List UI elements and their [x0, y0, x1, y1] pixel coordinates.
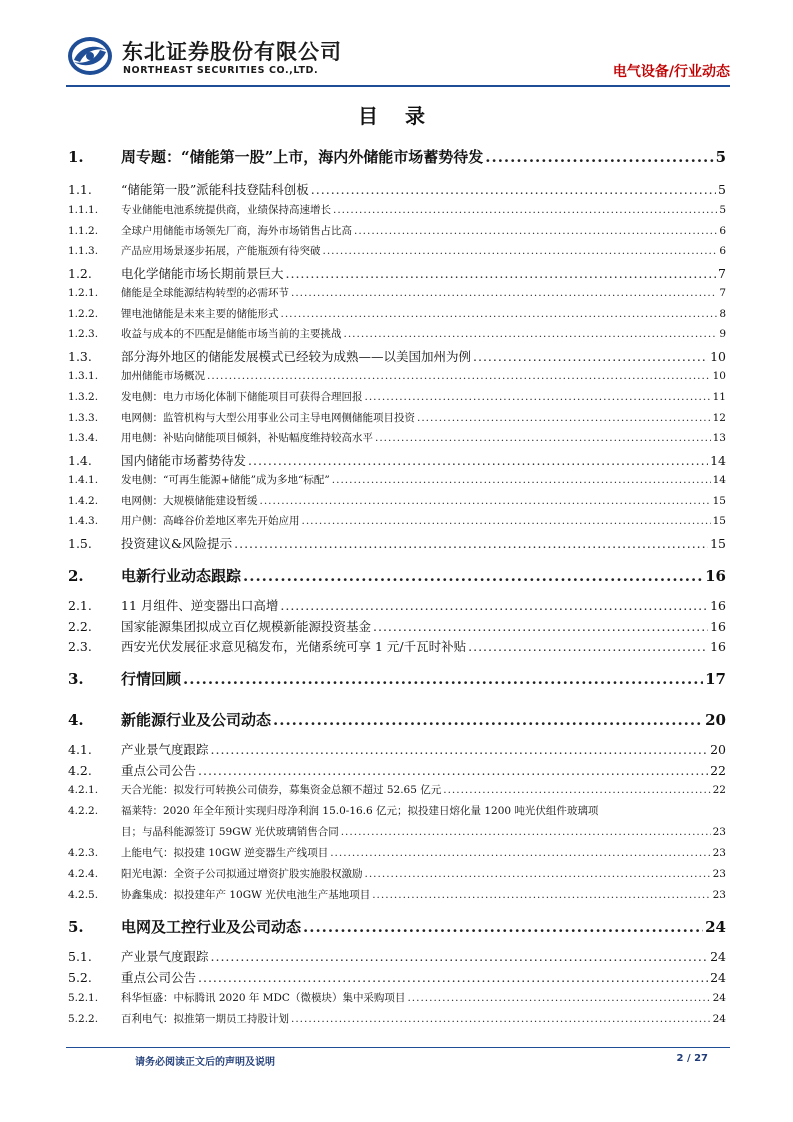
- toc-page: 6: [719, 225, 726, 237]
- toc-number: 3.: [68, 670, 84, 688]
- toc-text: 行情回顾: [121, 670, 182, 688]
- toc-number: 4.2.1.: [68, 784, 99, 796]
- toc-number: 2.: [68, 567, 84, 585]
- toc-entry[interactable]: [68, 740, 726, 758]
- company-name-cn: 东北证券股份有限公司: [122, 40, 342, 64]
- toc-page: 24: [705, 918, 726, 936]
- toc-entry[interactable]: [68, 430, 726, 445]
- toc-entry-continuation[interactable]: [121, 824, 726, 839]
- toc-page: 23: [712, 826, 726, 838]
- toc-page: 24: [712, 992, 726, 1004]
- toc-page: 20: [710, 742, 726, 757]
- toc-number: 2.1.: [68, 598, 92, 613]
- toc-text: 阳光电源：全资子公司拟通过增资扩股实施股权激励: [121, 868, 363, 880]
- toc-page: 10: [712, 370, 726, 382]
- toc-text: 用户侧：高峰谷价差地区率先开始应用: [121, 515, 300, 527]
- toc-number: 4.2.: [68, 763, 92, 778]
- toc-text: 用电侧：补贴向储能项目倾斜，补贴幅度维持较高水平: [121, 432, 373, 444]
- toc-number: 4.2.3.: [68, 847, 99, 859]
- header-divider: [66, 85, 730, 87]
- toc-page: 15: [712, 495, 726, 507]
- toc-number: 4.2.5.: [68, 889, 99, 901]
- toc-number: 1.: [68, 148, 84, 166]
- toc-entry[interactable]: [68, 493, 726, 508]
- toc-page: 14: [710, 453, 726, 468]
- toc-text: 储能是全球能源结构转型的必需环节: [121, 287, 289, 299]
- toc-entry[interactable]: [68, 534, 726, 552]
- toc-number: 1.4.1.: [68, 474, 99, 486]
- toc-page: 5: [719, 204, 726, 216]
- toc-entry[interactable]: [68, 1011, 726, 1026]
- toc-text: 发电侧：“可再生能源+储能”成为多地“标配”: [121, 474, 330, 486]
- toc-page: 23: [712, 868, 726, 880]
- toc-page: 16: [710, 619, 726, 634]
- toc-entry[interactable]: [68, 389, 726, 404]
- toc-number: 1.3.3.: [68, 412, 99, 424]
- toc-entry[interactable]: [68, 202, 726, 217]
- toc-text: 产业景气度跟踪: [121, 949, 209, 964]
- page-header: [66, 30, 730, 84]
- toc-text: 天合光能：拟发行可转换公司债券，募集资金总额不超过 52.65 亿元: [121, 784, 442, 796]
- toc-entry[interactable]: [68, 347, 726, 365]
- toc-text: 科华恒盛：中标腾讯 2020 年 MDC（微模块）集中采购项目: [121, 992, 406, 1004]
- toc-title: 目 录: [358, 104, 435, 128]
- toc-page: 22: [712, 784, 726, 796]
- toc-page: 16: [705, 567, 726, 585]
- toc-text: 国家能源集团拟成立百亿规模新能源投资基金: [121, 619, 372, 634]
- toc-entry[interactable]: [68, 761, 726, 779]
- toc-entry[interactable]: [68, 565, 726, 586]
- toc-text: 投资建议&风险提示: [121, 536, 233, 551]
- toc-page: 15: [712, 515, 726, 527]
- toc-entry[interactable]: [68, 451, 726, 469]
- toc-page: 12: [712, 412, 726, 424]
- toc-number: 4.2.2.: [68, 805, 99, 817]
- toc-text: 锂电池储能是未来主要的储能形式: [121, 308, 279, 320]
- toc-entry[interactable]: [68, 306, 726, 321]
- toc-entry[interactable]: [68, 596, 726, 614]
- toc-number: 5.2.: [68, 970, 92, 985]
- toc-entry[interactable]: [68, 285, 726, 300]
- toc-page: 16: [710, 639, 726, 654]
- toc-page: 6: [719, 245, 726, 257]
- toc-entry[interactable]: [68, 410, 726, 425]
- toc-entry[interactable]: [68, 947, 726, 965]
- toc-page: 16: [710, 598, 726, 613]
- toc-number: 1.2.1.: [68, 287, 99, 299]
- toc-text-continued: 目；与晶科能源签订 59GW 光伏玻璃销售合同: [121, 826, 339, 838]
- toc-text: 收益与成本的不匹配是储能市场当前的主要挑战: [121, 328, 342, 340]
- toc-entry[interactable]: [68, 264, 726, 282]
- toc-number: 4.: [68, 711, 84, 729]
- toc-text: 全球户用储能市场领先厂商，海外市场销售占比高: [121, 225, 352, 237]
- toc-entry[interactable]: [68, 709, 726, 730]
- toc-page: 24: [710, 949, 726, 964]
- toc-text: 国内储能市场蓄势待发: [121, 453, 247, 468]
- toc-text: 发电侧：电力市场化体制下储能项目可获得合理回报: [121, 391, 363, 403]
- toc-number: 1.3.4.: [68, 432, 99, 444]
- toc-number: 1.2.: [68, 266, 92, 281]
- toc-page: 7: [719, 287, 726, 299]
- toc-entry[interactable]: [68, 968, 726, 986]
- toc-entry[interactable]: [68, 472, 726, 487]
- toc-number: 1.2.2.: [68, 308, 99, 320]
- footer-divider: [66, 1047, 730, 1048]
- toc-text: 产业景气度跟踪: [121, 742, 209, 757]
- toc-number: 4.2.4.: [68, 868, 99, 880]
- toc-page: 10: [710, 349, 726, 364]
- toc-entry[interactable]: [68, 803, 726, 818]
- toc-entry[interactable]: [68, 368, 726, 383]
- toc-text: 周专题：“储能第一股”上市，海内外储能市场蓄势待发: [121, 148, 484, 166]
- toc-entry[interactable]: [68, 887, 726, 902]
- toc-entry[interactable]: [68, 243, 726, 258]
- toc-number: 4.1.: [68, 742, 92, 757]
- toc-number: 2.3.: [68, 639, 92, 654]
- toc-entry[interactable]: [68, 782, 726, 797]
- toc-entry[interactable]: [68, 637, 726, 655]
- toc-text: 电新行业动态跟踪: [121, 567, 242, 585]
- toc-page: 23: [712, 847, 726, 859]
- page-indicator: 2 / 27: [676, 1053, 708, 1064]
- toc-page: 11: [712, 391, 726, 403]
- toc-entry[interactable]: [68, 223, 726, 238]
- company-name-en: NORTHEAST SECURITIES CO.,LTD.: [123, 65, 319, 76]
- toc-page: 5: [718, 182, 726, 197]
- toc-number: 1.5.: [68, 536, 92, 551]
- toc-page: 24: [710, 970, 726, 985]
- toc-page: 13: [712, 432, 726, 444]
- toc-page: 22: [710, 763, 726, 778]
- toc-number: 1.4.2.: [68, 495, 99, 507]
- toc-entry[interactable]: [68, 916, 726, 937]
- toc-entry[interactable]: [68, 668, 726, 689]
- toc-entry[interactable]: [68, 146, 726, 167]
- toc-number: 2.2.: [68, 619, 92, 634]
- toc-number: 5.1.: [68, 949, 92, 964]
- toc-number: 5.2.2.: [68, 1013, 99, 1025]
- toc-text: 电网及工控行业及公司动态: [121, 918, 302, 936]
- toc-number: 1.1.: [68, 182, 92, 197]
- toc-number: 1.3.1.: [68, 370, 99, 382]
- toc-entry[interactable]: [68, 326, 726, 341]
- toc-number: 1.1.1.: [68, 204, 99, 216]
- toc-page: 14: [712, 474, 726, 486]
- toc-text: 11 月组件、逆变器出口高增: [121, 598, 279, 613]
- toc-text: 电网侧：大规模储能建设暂缓: [121, 495, 258, 507]
- toc-text: 部分海外地区的储能发展模式已经较为成熟——以美国加州为例: [121, 349, 472, 364]
- toc-entry[interactable]: [68, 513, 726, 528]
- toc-text: 重点公司公告: [121, 763, 197, 778]
- toc-number: 1.2.3.: [68, 328, 99, 340]
- toc-number: 1.4.3.: [68, 515, 99, 527]
- toc-text: 电化学储能市场长期前景巨大: [121, 266, 284, 281]
- toc-entry[interactable]: [68, 180, 726, 198]
- report-category-tag: 电气设备/行业动态: [612, 64, 730, 80]
- toc-page: 5: [715, 148, 726, 166]
- toc-number: 1.1.2.: [68, 225, 99, 237]
- toc-number: 1.1.3.: [68, 245, 99, 257]
- toc-number: 5.: [68, 918, 84, 936]
- toc-text: 新能源行业及公司动态: [121, 711, 272, 729]
- toc-page: 15: [710, 536, 726, 551]
- toc-page: 24: [712, 1013, 726, 1025]
- footer-disclaimer: 请务必阅读正文后的声明及说明: [135, 1057, 275, 1068]
- toc-text: 协鑫集成：拟投建年产 10GW 光伏电池生产基地项目: [121, 889, 371, 901]
- toc-page: 17: [705, 670, 726, 688]
- toc-text: 上能电气：拟投建 10GW 逆变器生产线项目: [121, 847, 329, 859]
- toc-text: 加州储能市场概况: [121, 370, 205, 382]
- toc-text: 重点公司公告: [121, 970, 197, 985]
- toc-entry[interactable]: [68, 845, 726, 860]
- toc-page: 9: [719, 328, 726, 340]
- toc-number: 1.3.2.: [68, 391, 99, 403]
- toc-entry[interactable]: [68, 866, 726, 881]
- toc-entry[interactable]: [68, 990, 726, 1005]
- toc-number: 5.2.1.: [68, 992, 99, 1004]
- toc-text: 百利电气：拟推第一期员工持股计划: [121, 1013, 289, 1025]
- toc-text: 产品应用场景逐步拓展，产能瓶颈有待突破: [121, 245, 321, 257]
- toc-text: 福莱特：2020 年全年预计实现归母净利润 15.0-16.6 亿元；拟投建日熔化量 1200 吨光伏组件玻璃项: [121, 805, 599, 817]
- toc-page: 8: [719, 308, 726, 320]
- toc-text: 西安光伏发展征求意见稿发布，光储系统可享 1 元/千瓦时补贴: [121, 639, 467, 654]
- toc-entry[interactable]: [68, 617, 726, 635]
- toc-text: “储能第一股”派能科技登陆科创板: [121, 182, 309, 197]
- northeast-securities-logo-icon: [66, 34, 114, 78]
- toc-text: 专业储能电池系统提供商，业绩保持高速增长: [121, 204, 331, 216]
- toc-page: 7: [718, 266, 726, 281]
- toc-page: 23: [712, 889, 726, 901]
- toc-text: 电网侧：监管机构与大型公用事业公司主导电网侧储能项目投资: [121, 412, 415, 424]
- toc-number: 1.3.: [68, 349, 92, 364]
- toc-number: 1.4.: [68, 453, 92, 468]
- toc-page: 20: [705, 711, 726, 729]
